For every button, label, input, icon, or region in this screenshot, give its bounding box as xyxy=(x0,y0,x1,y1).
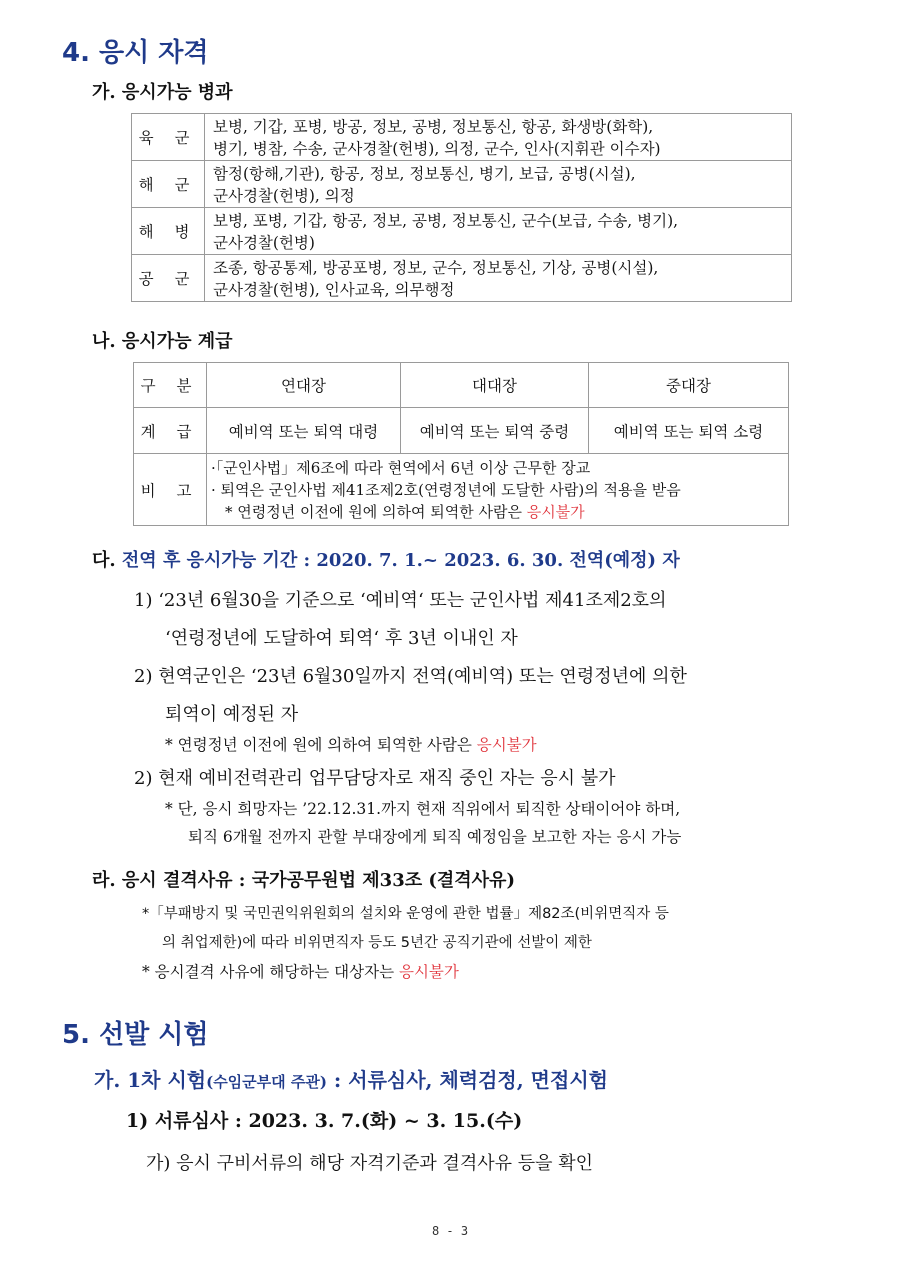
sec5-item-1-sub: 가) 응시 구비서류의 해당 자격기준과 결격사유 등을 확인 xyxy=(146,1153,593,1174)
table-row xyxy=(134,408,789,454)
da-item-1-line-1: 1) ‘23년 6월30을 기준으로 ‘예비역‘ 또는 군인사법 제41조제2호의 xyxy=(134,590,667,611)
table-row xyxy=(132,161,792,208)
branch-line: 군사경찰(헌병), 인사교육, 의무행정 xyxy=(213,281,455,299)
da-item-3-note-1: * 단, 응시 희망자는 ’22.12.31.까지 현재 직위에서 퇴직한 상태이어야 하며, xyxy=(165,800,681,818)
subsection-da-heading: 전역 후 응시가능 기간 : 2020. 7. 1.~ 2023. 6. 30. 전역(예정) 자 xyxy=(121,550,680,571)
da-item-2-line-2: 퇴역이 예정된 자 xyxy=(165,704,299,725)
note-line-2: · 퇴역은 군인사법 제41조제2호(연령정년에 도달한 사람)의 적용을 받음 xyxy=(211,480,681,499)
ra-note-2 xyxy=(142,960,459,982)
ra-note-2-text: * 응시결격 사유에 해당하는 대상자는 xyxy=(142,963,399,981)
col-header-regiment: 연대장 xyxy=(207,363,401,408)
rank-label: 계 급 xyxy=(134,408,207,454)
rank-regiment: 예비역 또는 퇴역 대령 xyxy=(207,408,401,454)
note-line-3 xyxy=(211,501,784,523)
table-row xyxy=(134,363,789,408)
note-line-1: ·「군인사법」제6조에 따라 현역에서 6년 이상 근무한 장교 xyxy=(211,458,591,477)
branch-table xyxy=(131,113,792,302)
ineligible-text: 응시불가 xyxy=(476,736,537,754)
table-row xyxy=(132,255,792,302)
col-header-battalion: 대대장 xyxy=(401,363,589,408)
da-item-2-note xyxy=(165,733,537,755)
sec5-item-1: 1) 서류심사 : 2023. 3. 7.(화) ~ 3. 15.(수) xyxy=(126,1110,523,1132)
branch-line: 조종, 항공통제, 방공포병, 정보, 군수, 정보통신, 기상, 공병(시설), xyxy=(213,259,659,277)
subsection-da-prefix: 다. xyxy=(92,550,122,571)
rank-table xyxy=(133,362,789,526)
branch-line: 함정(항해,기관), 항공, 정보, 정보통신, 병기, 보급, 공병(시설), xyxy=(213,165,636,183)
subsection-ga-title: 가. 응시가능 병과 xyxy=(92,82,233,103)
sec5-subsection-ga-title xyxy=(94,1064,608,1093)
branch-label: 해 군 xyxy=(132,161,205,208)
da-item-2-note-text: * 연령정년 이전에 원에 의하여 퇴역한 사람은 xyxy=(165,736,477,754)
subsection-ra-title: 라. 응시 결격사유 : 국가공무원법 제33조 (결격사유) xyxy=(92,870,515,891)
branch-line: 보병, 기갑, 포병, 방공, 정보, 공병, 정보통신, 항공, 화생방(화학), xyxy=(213,118,654,136)
col-header-company: 중대장 xyxy=(589,363,789,408)
branch-line: 군사경찰(헌병), 의정 xyxy=(213,187,355,205)
table-row xyxy=(132,114,792,161)
branch-list xyxy=(205,208,792,255)
branch-label: 공 군 xyxy=(132,255,205,302)
da-item-2-line-1: 2) 현역군인은 ‘23년 6월30일까지 전역(예비역) 또는 연령정년에 의한 xyxy=(134,666,687,687)
subsection-da-title xyxy=(92,546,680,572)
branch-list xyxy=(205,161,792,208)
ineligible-text: 응시불가 xyxy=(398,963,459,981)
note-label: 비 고 xyxy=(134,454,207,526)
note-content xyxy=(207,454,789,526)
table-row xyxy=(134,454,789,526)
branch-label: 해 병 xyxy=(132,208,205,255)
sec5-ga-pre: 가. 1차 시험 xyxy=(94,1068,207,1092)
da-item-3-line-1: 2) 현재 예비전력관리 업무담당자로 재직 중인 자는 응시 불가 xyxy=(134,768,616,789)
sec5-ga-post: : 서류심사, 체력검정, 면접시험 xyxy=(326,1068,608,1092)
sec5-ga-host: (수임군부대 주관) xyxy=(206,1073,327,1091)
ra-note-1-line-1: *「부패방지 및 국민권익위원회의 설치와 운영에 관한 법률」제82조(비위면직자 등 xyxy=(142,906,669,922)
table-row xyxy=(132,208,792,255)
subsection-na-title: 나. 응시가능 계급 xyxy=(92,331,233,352)
header-label: 구 분 xyxy=(134,363,207,408)
rank-battalion: 예비역 또는 퇴역 중령 xyxy=(401,408,589,454)
branch-line: 보병, 포병, 기갑, 항공, 정보, 공병, 정보통신, 군수(보급, 수송, 병기), xyxy=(213,212,679,230)
branch-line: 병기, 병참, 수송, 군사경찰(헌병), 의정, 군수, 인사(지휘관 이수자) xyxy=(213,140,661,158)
da-item-1-line-2: ‘연령정년에 도달하여 퇴역‘ 후 3년 이내인 자 xyxy=(165,628,518,649)
da-item-3-note-2: 퇴직 6개월 전까지 관할 부대장에게 퇴직 예정임을 보고한 자는 응시 가능 xyxy=(188,828,682,846)
section-5-title: 5. 선발 시험 xyxy=(62,1020,209,1050)
section-4-title: 4. 응시 자격 xyxy=(62,38,209,68)
branch-list xyxy=(205,255,792,302)
branch-list xyxy=(205,114,792,161)
note-line-3-text: * 연령정년 이전에 원에 의하여 퇴역한 사람은 xyxy=(225,502,527,521)
branch-line: 군사경찰(헌병) xyxy=(213,234,315,252)
page-number: 8 - 3 xyxy=(431,1224,469,1238)
ineligible-text: 응시불가 xyxy=(526,502,585,521)
rank-company: 예비역 또는 퇴역 소령 xyxy=(589,408,789,454)
ra-note-1-line-2: 의 취업제한)에 따라 비위면직자 등도 5년간 공직기관에 선발이 제한 xyxy=(162,935,592,951)
branch-label: 육 군 xyxy=(132,114,205,161)
